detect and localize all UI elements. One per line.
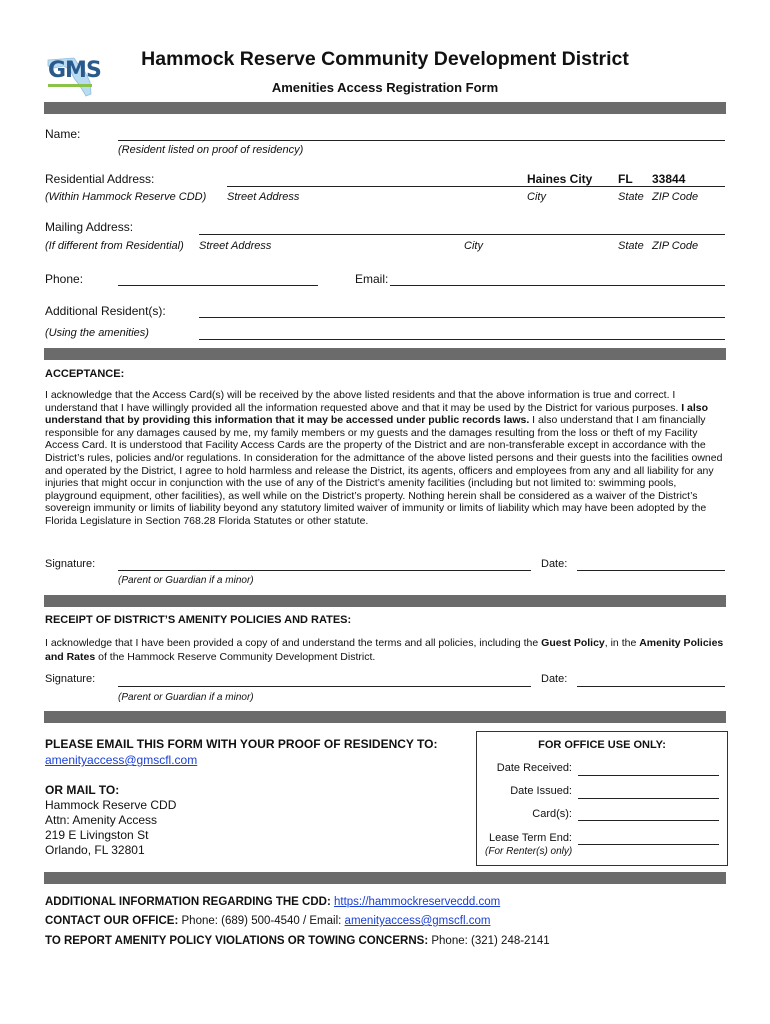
footer-website-link[interactable]: https://hammockreservecdd.com [334, 896, 501, 908]
receipt-guest-policy: Guest Policy [541, 637, 605, 649]
footer-contact-phone: Phone: (689) 500-4540 / Email: [181, 915, 342, 927]
mailing-label: Mailing Address: [45, 220, 134, 234]
email-field[interactable] [390, 285, 725, 286]
page-subtitle: Amenities Access Registration Form [271, 80, 499, 95]
receipt-date-field[interactable] [577, 686, 725, 687]
receipt-guardian-hint: (Parent or Guardian if a minor) [118, 692, 254, 703]
office-cards-field[interactable] [578, 820, 719, 821]
email-instructions-heading: PLEASE EMAIL THIS FORM WITH YOUR PROOF OF RESIDENCY TO: [45, 737, 438, 751]
residential-zip-label: ZIP Code [652, 191, 699, 203]
email-label: Email: [355, 272, 389, 286]
footer-report-line [45, 935, 550, 947]
acceptance-text [45, 389, 727, 528]
receipt-signature-field[interactable] [118, 686, 531, 687]
office-date-received-field[interactable] [578, 775, 719, 776]
name-field[interactable] [118, 140, 725, 141]
receipt-date-label: Date: [541, 673, 568, 685]
name-hint: (Resident listed on proof of residency) [118, 144, 304, 156]
mailing-zip-label: ZIP Code [652, 240, 699, 252]
submit-email-link[interactable]: amenityaccess@gmscfl.com [45, 753, 198, 767]
mailing-city-label: City [464, 240, 483, 252]
footer-contact-label: CONTACT OUR OFFICE: [45, 915, 179, 927]
acceptance-text-part1: I acknowledge that the Access Card(s) will be received by the above listed residents and that the above information is true and correct. I understand that I have willingly provided all the information requested above and that it may be used by the District for various purposes. [45, 389, 682, 414]
office-heading: FOR OFFICE USE ONLY: [538, 739, 666, 751]
acceptance-date-field[interactable] [577, 570, 725, 571]
logo-text: GMS [48, 58, 101, 83]
additional-resident-field-1[interactable] [199, 317, 725, 318]
acceptance-text-part2: I also understand that I am financially responsible for any damages caused by me, my family members or my guests and the damages resulting from the loss or theft of my Facility Access Card. It is understood that Facility Access Cards are the property of the District and are non-transferable except in accordance with the District’s rules, policies and/or regulations. In consideration for the admittance of the above listed persons and their guests into the facilities owned and operated by the District, I agree to hold harmless and release the District, its agents, officers and employees from any and all liability for any injuries that might occur in conjunction with the use of any of the District’s amenity facilities (including but not limited to: swimming pools, playground equipment, other facilities), as well while on the District’s property. Nothing herein shall be considered as a waiver of the District’s sovereign immunity or limits of liability beyond any statutory limited waiver of immunity or limits of liability which may have been adopted by the Florida Legislature in Section 768.28 Florida Statutes or other statute. [45, 414, 723, 527]
section-divider [44, 102, 726, 114]
acceptance-date-label: Date: [541, 558, 568, 570]
receipt-text [45, 636, 727, 664]
acceptance-text-bold: I also understand that by providing this information that it may be accessed under public records laws. [45, 401, 709, 427]
acceptance-signature-field[interactable] [118, 570, 531, 571]
footer-info-label: ADDITIONAL INFORMATION REGARDING THE CDD: [45, 896, 331, 908]
footer-contact-line [45, 915, 490, 927]
office-lease-term-label: Lease Term End: [489, 832, 572, 844]
office-date-issued-label: Date Issued: [510, 785, 572, 797]
mailing-street-label: Street Address [199, 240, 272, 252]
additional-resident-field-2[interactable] [199, 339, 725, 340]
phone-field[interactable] [118, 285, 318, 286]
phone-label: Phone: [45, 272, 84, 286]
section-divider [44, 595, 726, 607]
receipt-amenity-policies: Amenity Policies and Rates [45, 637, 724, 663]
office-lease-term-field[interactable] [578, 844, 719, 845]
footer-report-label: TO REPORT AMENITY POLICY VIOLATIONS OR TOWING CONCERNS: [45, 935, 429, 947]
additional-sub: (Using the amenities) [45, 327, 149, 339]
receipt-text-part3: of the Hammock Reserve Community Development District. [95, 651, 376, 663]
residential-label: Residential Address: [45, 172, 155, 186]
mail-address-line-3: 219 E Livingston St [45, 828, 149, 842]
receipt-text-part1: I acknowledge that I have been provided a copy of and understand the terms and all policies, including the [45, 637, 542, 649]
residential-state-label: State [618, 191, 644, 203]
section-divider [44, 711, 726, 723]
acceptance-guardian-hint: (Parent or Guardian if a minor) [118, 575, 254, 586]
page-title: Hammock Reserve Community Development District [141, 48, 629, 70]
receipt-text-part2: , in the [604, 637, 640, 649]
additional-label: Additional Resident(s): [45, 304, 166, 318]
residential-zip-value: 33844 [652, 172, 686, 186]
office-date-issued-field[interactable] [578, 798, 719, 799]
section-divider [44, 872, 726, 884]
name-label: Name: [45, 127, 81, 141]
acceptance-heading: ACCEPTANCE: [45, 368, 125, 380]
office-use-box [476, 731, 728, 866]
mailing-sub: (If different from Residential) [45, 240, 184, 252]
footer-contact-email-link[interactable]: amenityaccess@gmscfl.com [344, 915, 491, 927]
office-lease-hint: (For Renter(s) only) [485, 846, 573, 857]
mail-address-line-4: Orlando, FL 32801 [45, 843, 145, 857]
residential-city-value: Haines City [527, 172, 593, 186]
office-date-received-label: Date Received: [496, 762, 572, 774]
acceptance-signature-label: Signature: [45, 558, 96, 570]
section-divider [44, 348, 726, 360]
mailing-address-field[interactable] [199, 234, 725, 235]
residential-city-label: City [527, 191, 546, 203]
residential-sub: (Within Hammock Reserve CDD) [45, 191, 207, 203]
mail-address-line-1: Hammock Reserve CDD [45, 798, 177, 812]
mail-address-line-2: Attn: Amenity Access [45, 813, 158, 827]
receipt-signature-label: Signature: [45, 673, 96, 685]
receipt-heading: RECEIPT OF DISTRICT’S AMENITY POLICIES AND RATES: [45, 614, 352, 626]
residential-street-label: Street Address [227, 191, 300, 203]
residential-state-value: FL [618, 172, 633, 186]
mail-instructions-heading: OR MAIL TO: [45, 783, 120, 797]
office-cards-label: Card(s): [532, 808, 572, 820]
footer-info-line [45, 896, 500, 908]
footer-report-phone: Phone: (321) 248-2141 [431, 935, 550, 947]
mailing-state-label: State [618, 240, 644, 252]
residential-street-field[interactable] [227, 186, 725, 187]
